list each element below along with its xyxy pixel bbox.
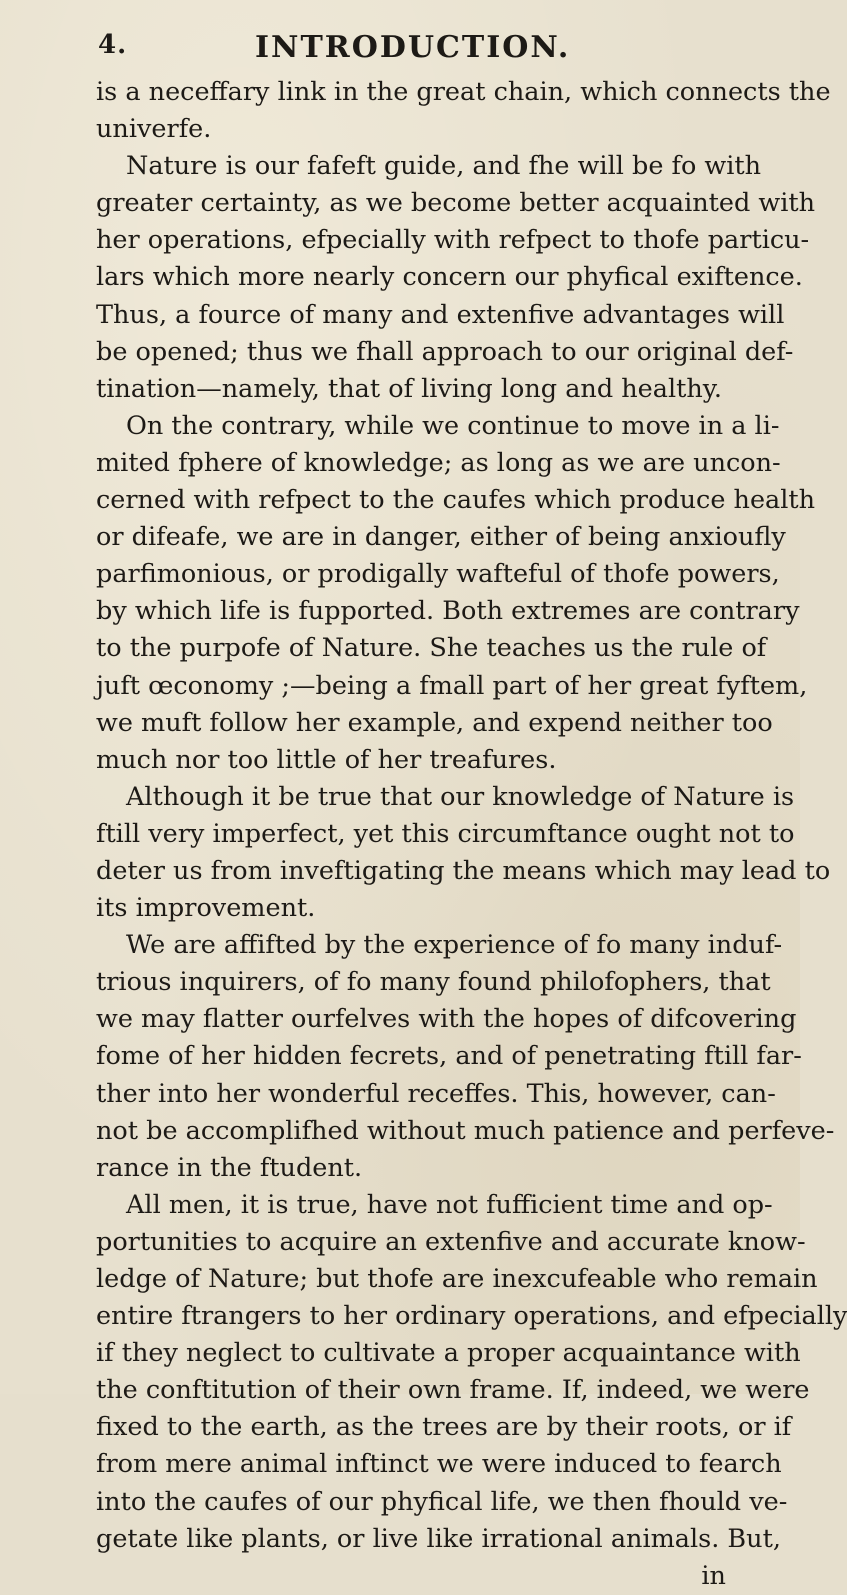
text-line: not be accomplifhed without much patience and perfeve- [96, 1115, 835, 1146]
text-line: juft œconomy ;—being a fmall part of her great fyftem, [96, 670, 808, 701]
text-line: be opened; thus we fhall approach to our original def- [96, 336, 794, 367]
text-line: in [701, 1560, 726, 1591]
text-line: All men, it is true, have not fufficient time and op- [126, 1189, 773, 1220]
text-line: cerned with refpect to the caufes which produce health [96, 485, 816, 516]
page-header [0, 30, 800, 70]
text-line: rance in the ftudent. [96, 1152, 363, 1183]
text-line: Although it be true that our knowledge of Nature is [126, 781, 795, 812]
text-line: trious inquirers, of fo many found philofophers, that [96, 967, 771, 998]
text-line: parfimonious, or prodigally wafteful of thofe powers, [96, 559, 780, 590]
text-line: her operations, efpecially with refpect to thofe particu- [96, 225, 810, 256]
text-line: into the caufes of our phyfical life, we then fhould ve- [96, 1486, 788, 1517]
text-line: On the contrary, while we continue to move in a li- [126, 410, 780, 441]
body-text [96, 74, 847, 1595]
running-title: INTRODUCTION. [255, 30, 571, 65]
text-line: by which life is fupported. Both extremes are contrary [96, 596, 800, 627]
text-line: deter us from inveftigating the means which may lead to [96, 855, 831, 886]
text-line: ftill very imperfect, yet this circumftance ought not to [96, 818, 795, 849]
text-line: Thus, a fource of many and extenfive advantages will [96, 299, 785, 330]
text-line: fixed to the earth, as the trees are by their roots, or if [96, 1412, 792, 1443]
text-line: the conftitution of their own frame. If, indeed, we were [96, 1375, 810, 1406]
page-number: 4. [98, 30, 128, 60]
text-line: mited fphere of knowledge; as long as we are uncon- [96, 447, 781, 478]
text-line: greater certainty, as we become better acquainted with [96, 188, 816, 219]
text-line: or difeafe, we are in danger, either of being anxioufly [96, 522, 786, 553]
text-line: we muft follow her example, and expend neither too [96, 707, 773, 738]
text-line: from mere animal inftinct we were induced to fearch [96, 1449, 782, 1480]
text-line: if they neglect to cultivate a proper acquaintance with [96, 1338, 801, 1369]
text-line: fome of her hidden fecrets, and of penetrating ftill far- [96, 1041, 802, 1072]
text-line: is a neceffary link in the great chain, which connects the [96, 77, 831, 107]
text-line: lars which more nearly concern our phyfical exiftence. [96, 262, 803, 293]
text-line: portunities to acquire an extenfive and accurate know- [96, 1226, 806, 1257]
text-line: We are affifted by the experience of fo many induf- [126, 930, 783, 961]
text-line: much nor too little of her treafures. [96, 744, 557, 775]
text-line: to the purpofe of Nature. She teaches us the rule of [96, 633, 767, 664]
text-line: univerfe. [96, 114, 212, 145]
text-line: tination—namely, that of living long and healthy. [96, 373, 722, 404]
text-line: getate like plants, or live like irrational animals. But, [96, 1523, 781, 1554]
text-line: its improvement. [96, 893, 316, 924]
text-line: ther into her wonderful receffes. This, however, can- [96, 1078, 776, 1109]
text-line: ledge of Nature; but thofe are inexcufeable who remain [96, 1264, 818, 1294]
text-line: we may flatter ourfelves with the hopes of difcovering [96, 1004, 797, 1035]
text-line: Nature is our fafeft guide, and fhe will be fo with [126, 151, 762, 182]
text-line: entire ftrangers to her ordinary operations, and efpecially [96, 1301, 847, 1332]
